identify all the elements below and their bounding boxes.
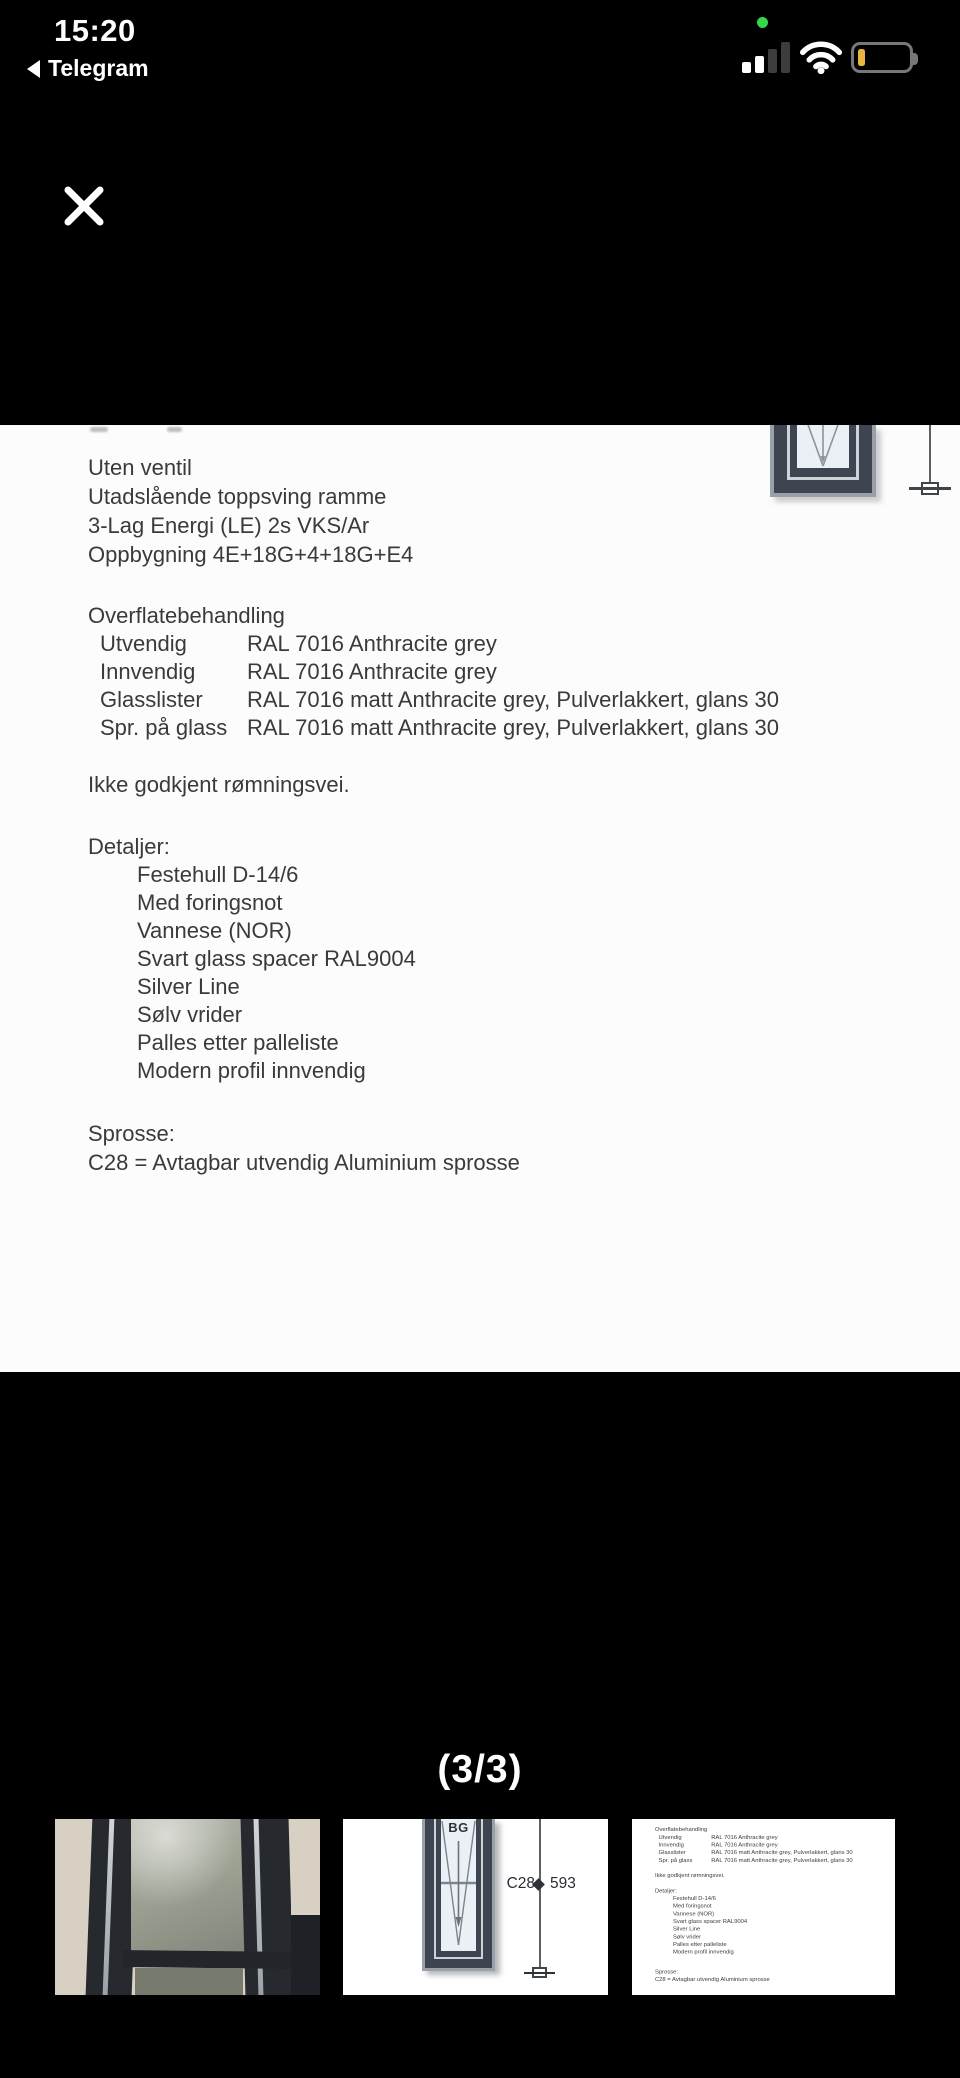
document-page-image[interactable]: [0, 425, 960, 1372]
page-indicator: (3/3): [437, 1748, 523, 1791]
recording-indicator-dot: [757, 17, 768, 28]
dimension-anchor-crossline: [909, 487, 951, 490]
surface-row: Glasslister RAL 7016 matt Anthracite grey, Pulverlakkert, glans 30: [100, 687, 779, 712]
details-item: Svart glass spacer RAL9004: [137, 946, 416, 971]
thumbnail-photo-window[interactable]: [55, 1819, 320, 1995]
details-item: Sølv vrider: [137, 1002, 243, 1027]
cad-window-frame: [422, 1819, 495, 1971]
surface-treatment-block: [88, 602, 779, 742]
details-item: Silver Line: [137, 974, 240, 999]
photo-window-edge: [291, 1915, 320, 1995]
photo-window-glass: [131, 1819, 247, 1959]
thumbnail-cad-drawing[interactable]: [343, 1819, 608, 1995]
battery-level-fill: [858, 49, 865, 66]
battery-icon: [851, 42, 913, 73]
cellular-signal-icon: [742, 42, 792, 73]
details-block: [88, 833, 416, 1085]
cropped-text-remnant: [90, 427, 108, 432]
sprosse-value: C28 = Avtagbar utvendig Aluminium sprosse: [88, 1150, 520, 1175]
details-title: Detaljer:: [88, 834, 170, 859]
sprosse-title: Sprosse:: [88, 1121, 175, 1146]
details-item: Modern profil innvendig: [137, 1058, 366, 1083]
window-drawing-glass: [797, 425, 849, 468]
cad-dimension-anchor-crossline: [524, 1972, 555, 1974]
surface-row: Innvendig RAL 7016 Anthracite grey: [100, 659, 497, 684]
spec-line: Uten ventil: [88, 455, 192, 480]
details-item: Med foringsnot: [137, 890, 283, 915]
spec-line: 3-Lag Energi (LE) 2s VKS/Ar: [88, 513, 370, 538]
spec-line: Oppbygning 4E+18G+4+18G+E4: [88, 542, 414, 567]
mini-document: Overflatebehandling Utvendig RAL 7016 Anthracite grey Innvendig RAL 7016 Anthracite grey Glasslister RAL 7016 matt Anthracite grey, Pulverlakkert, glans 30 Spr. på glass RAL 7016 matt Anthracite grey, Pulverlakkert, glans 30 Ikke godkjent rømningsvei. Detaljer: Festehull D-14/6 Med foringsnot Vannese (NOR) Svart glass spacer RAL9004 Silver Line Sølv vrider Palles etter palleliste Modern profil innvendig Sprosse: C28 = Avtagbar utvendig Aluminium sprosse: [654, 1825, 853, 1983]
details-item: Festehull D-14/6: [137, 862, 299, 887]
close-icon: [56, 178, 112, 234]
cad-dimension-value: 593: [550, 1875, 576, 1892]
surface-title: Overflatebehandling: [88, 603, 285, 628]
cropped-text-remnant: [167, 427, 182, 432]
details-item: Palles etter palleliste: [137, 1030, 339, 1055]
photo-wall: [291, 1819, 320, 1915]
spec-top-block: [88, 453, 413, 569]
battery-cap: [913, 53, 918, 65]
dimension-line: [929, 425, 931, 484]
status-time: 15:20: [54, 13, 136, 48]
details-list: [88, 861, 416, 1085]
escape-route-note: Ikke godkjent rømningsvei.: [88, 772, 350, 797]
back-to-telegram-button[interactable]: [27, 55, 149, 82]
back-chevron-icon: [27, 60, 40, 78]
cad-dimension-label: C28: [506, 1875, 535, 1892]
thumbnail-document-text[interactable]: [632, 1819, 895, 1995]
surface-row: Spr. på glass RAL 7016 matt Anthracite grey, Pulverlakkert, glans 30: [100, 715, 779, 740]
cad-window-glass: [441, 1819, 476, 1951]
wifi-icon: [799, 41, 843, 74]
cad-bg-label: BG: [448, 1820, 469, 1835]
close-button[interactable]: [56, 178, 112, 234]
surface-row: Utvendig RAL 7016 Anthracite grey: [100, 631, 497, 656]
cad-dimension-line: [539, 1819, 541, 1971]
spec-line: Utadslående toppsving ramme: [88, 484, 387, 509]
sprosse-block: [88, 1119, 520, 1177]
details-item: Vannese (NOR): [137, 918, 292, 943]
photo-window-lower-glass: [135, 1968, 243, 1995]
back-app-label: Telegram: [48, 55, 149, 81]
photo-window-rail: [123, 1950, 295, 1969]
window-drawing: [770, 425, 876, 497]
